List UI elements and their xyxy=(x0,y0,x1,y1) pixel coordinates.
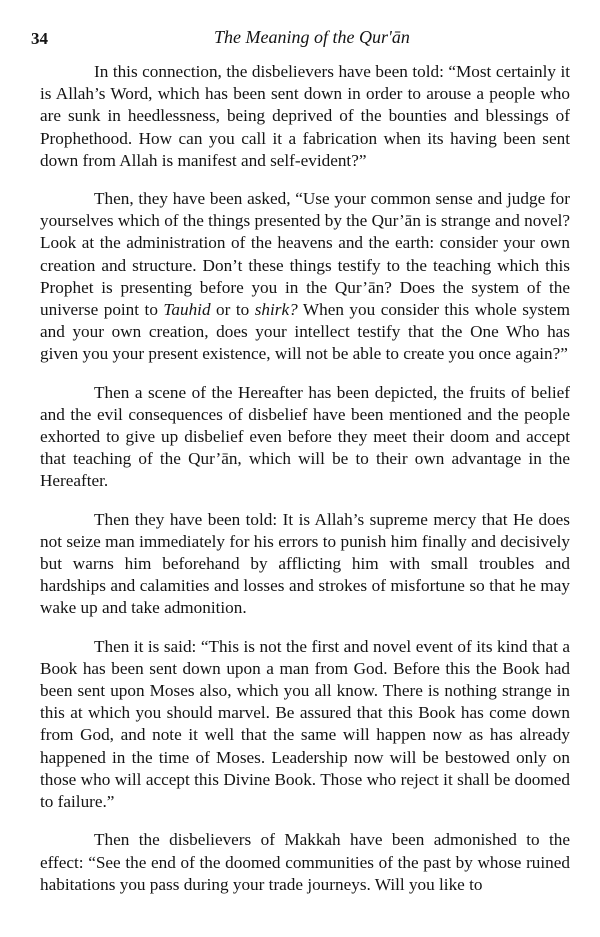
paragraph-3: Then a scene of the Hereafter has been depicted, the fruits of belief and the evil consequences of disbelief have been mentioned and the people exhorted to give up disbelief even before they meet their doom and accept that teaching of the Qur’ān, which will be to their own advantage in the Hereafter. xyxy=(40,382,570,491)
running-title: The Meaning of the Qur'ān xyxy=(214,27,410,47)
paragraph-5: Then it is said: “This is not the first and novel event of its kind that a Book has been sent down upon a man from God. Before this the Book had been sent upon Moses also, which you all know. There is nothing strange in this at which you should marvel. Be assured that this Book has come down from God, and note it well that the same will happen now as has already happened in the time of Moses. Leadership now will be bestowed only on those who will accept this Divine Book. Those who reject it shall be doomed to failure.” xyxy=(40,636,570,812)
page-number: 34 xyxy=(31,29,48,48)
term-shirk: shirk? xyxy=(254,300,298,320)
term-tauhid: Tauhid xyxy=(163,300,211,320)
paragraph-2 xyxy=(40,188,570,366)
paragraph-6: Then the disbelievers of Makkah have been admonished to the effect: “See the end of the doomed communities of the past by whose ruined habitations you pass during your trade journeys. Will you like to xyxy=(40,830,570,894)
paragraph-2-text-c: When you consider this whole system and your own creation, does your intellect testify that the One Who has given you your present existence, will not be able to create you once again?” xyxy=(40,300,570,364)
page-header xyxy=(0,27,600,51)
paragraph-2-text-b: or to xyxy=(210,300,255,320)
paragraph-1: In this connection, the disbelievers have been told: “Most certainly it is Allah’s Word, which has been sent down in order to arouse a people who are sunk in heedlessness, being deprived of the bounties and blessings of Prophethood. How can you call it a fabrication when its having been sent down from Allah is manifest and self-evident?” xyxy=(40,62,570,170)
paragraph-4: Then they have been told: It is Allah’s supreme mercy that He does not seize man immediately for his errors to punish him finally and decisively but warns him beforehand by afflicting him with small troubles and hardships and calamities and losses and strokes of misfortune so that he may wake up and take admonition. xyxy=(40,509,570,618)
paragraph-2-text-a: Then, they have been asked, “Use your common sense and judge for yourselves which of the things presented by the Qur’ān is strange and novel? Look at the administration of the heavens and the earth: consider your own creation and structure. Don’t these things testify to the teaching which this Prophet is presenting before you in the Qur’ān? Does the system of the universe point to xyxy=(40,189,570,320)
body-text xyxy=(40,61,570,912)
